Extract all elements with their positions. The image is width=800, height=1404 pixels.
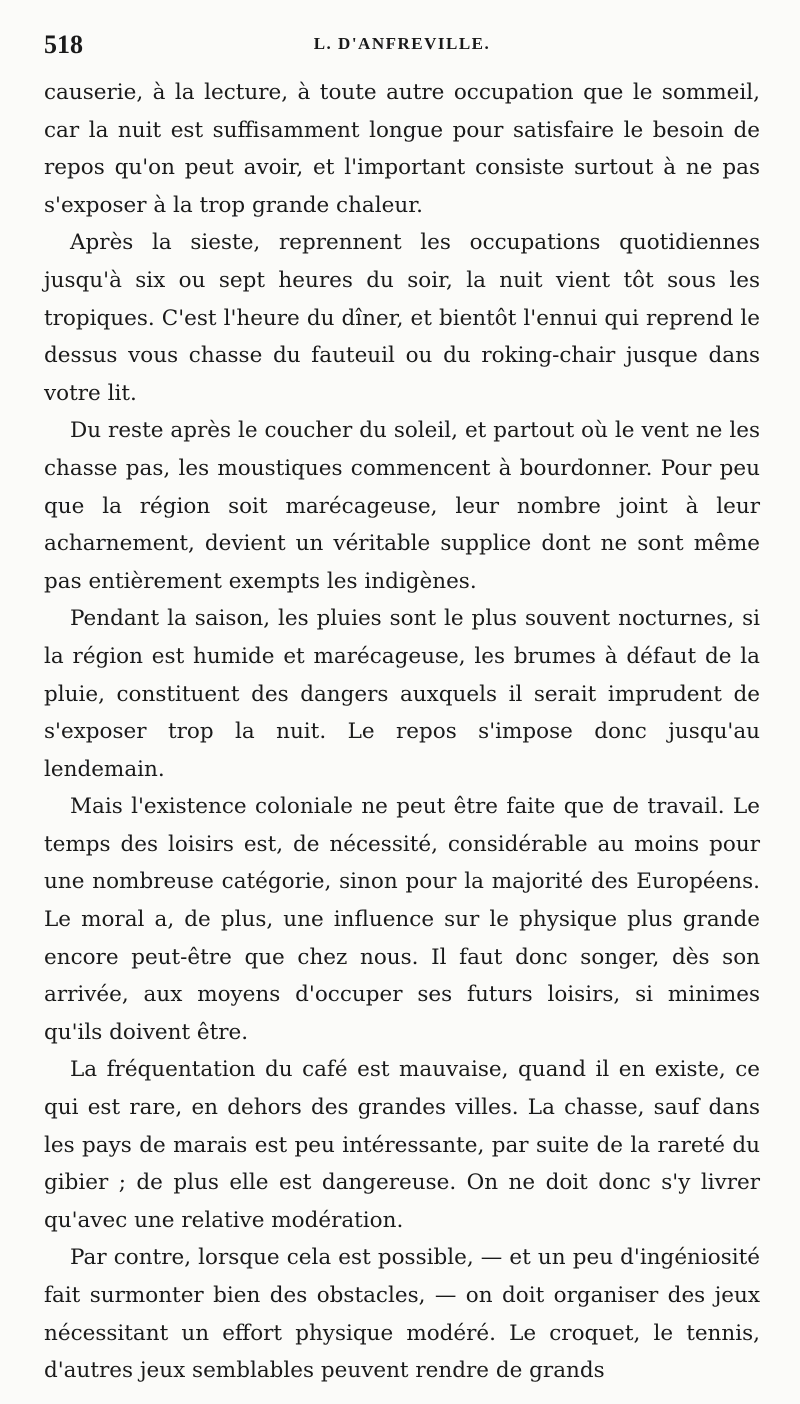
paragraph-continued: causerie, à la lecture, à toute autre occupation que le sommeil, car la nuit est suffisamment longue pour satisfaire le besoin de repos qu'on peut avoir, et l'important consiste surtout à ne pas s'exposer à la trop grande chaleur. xyxy=(44,80,760,218)
paragraph: Du reste après le coucher du soleil, et partout où le vent ne les chasse pas, les moustiques commencent à bourdonner. Pour peu que la région soit marécageuse, leur nombre joint à leur acharnement, devient un véritable supplice dont ne sont même pas entièrement exempts les indigènes. xyxy=(44,418,760,594)
paragraph: Mais l'existence coloniale ne peut être faite que de travail. Le temps des loisirs est, de nécessité, considérable au moins pour une nombreuse catégorie, sinon pour la majorité des Européens. Le moral a, de plus, une influence sur le physique plus grande encore peut-être que chez nous. Il faut donc songer, dès son arrivée, aux moyens d'occuper ses futurs loisirs, si minimes qu'ils doivent être. xyxy=(44,794,760,1045)
paragraph: Pendant la saison, les pluies sont le plus souvent nocturnes, si la région est humide et marécageuse, les brumes à défaut de la pluie, constituent des dangers auxquels il serait imprudent de s'exposer trop la nuit. Le repos s'impose donc jusqu'au lendemain. xyxy=(44,606,760,782)
running-head xyxy=(44,30,760,64)
book-page xyxy=(44,30,760,1390)
paragraph: Par contre, lorsque cela est possible, — et un peu d'ingéniosité fait surmonter bien des obstacles, — on doit organiser des jeux nécessitant un effort physique modéré. Le croquet, le tennis, d'autres jeux semblables peuvent rendre de grands xyxy=(44,1245,760,1384)
paragraph: Après la sieste, reprennent les occupations quotidiennes jusqu'à six ou sept heures du soir, la nuit vient tôt sous les tropiques. C'est l'heure du dîner, et bientôt l'ennui qui reprend le dessus vous chasse du fauteuil ou du roking-chair jusque dans votre lit. xyxy=(44,230,760,406)
body-text xyxy=(44,74,760,1390)
running-title: L. D'ANFREVILLE. xyxy=(313,34,491,53)
paragraph: La fréquentation du café est mauvaise, quand il en existe, ce qui est rare, en dehors des grandes villes. La chasse, sauf dans les pays de marais est peu intéressante, par suite de la rareté du gibier ; de plus elle est dangereuse. On ne doit donc s'y livrer qu'avec une relative modération. xyxy=(44,1057,760,1233)
page-number: 518 xyxy=(44,30,83,59)
